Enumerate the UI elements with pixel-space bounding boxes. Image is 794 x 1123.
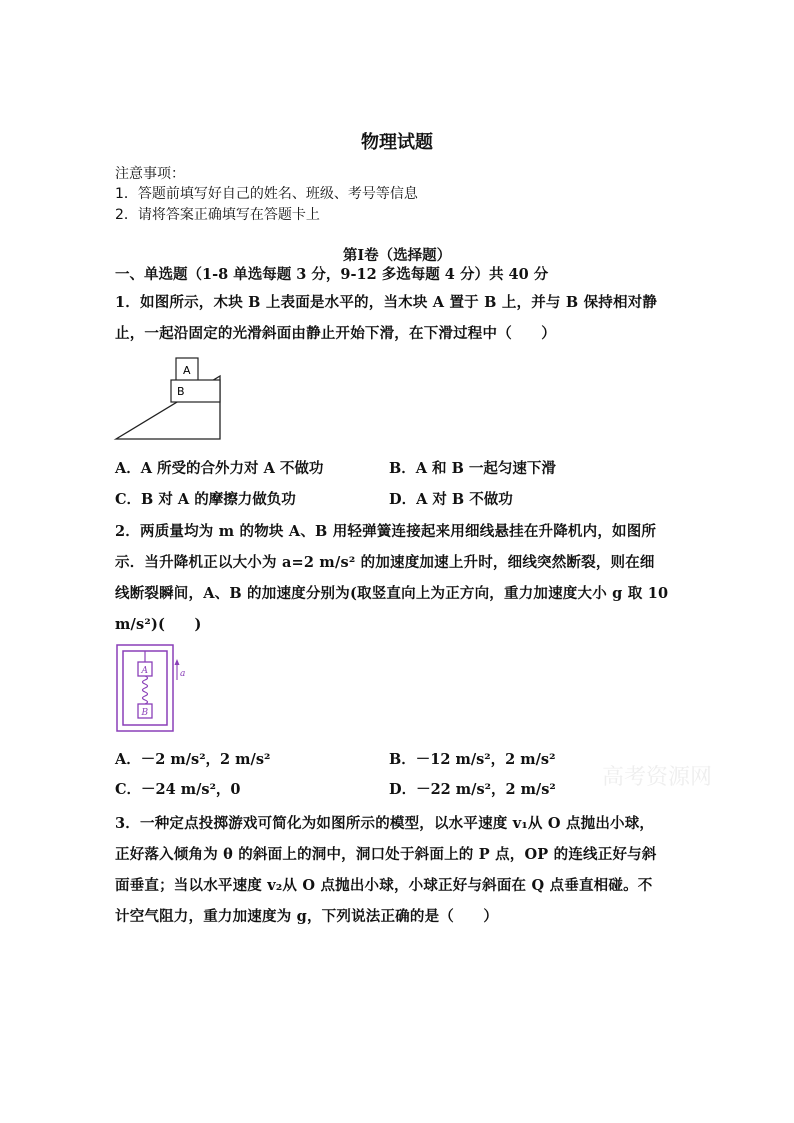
q2-option-d: D．－22 m/s²，2 m/s² [389,781,556,798]
q1-line-2: 止，一起沿固定的光滑斜面由静止开始下滑，在下滑过程中（ ） [115,325,556,342]
section-title: 第I卷（选择题） [342,247,452,264]
arrow-head-icon [175,659,180,665]
notice-heading: 注意事项： [115,166,185,182]
q3-line-2: 正好落入倾角为 θ 的斜面上的洞中，洞口处于斜面上的 P 点，OP 的连线正好与斜 [115,846,657,863]
block-a-label: A [141,666,148,676]
q2-line-3: 线断裂瞬间，A、B 的加速度分别为(取竖直向上为正方向，重力加速度大小 g 取 10 [115,585,669,602]
q1-line-1: 1．如图所示，木块 B 上表面是水平的，当木块 A 置于 B 上，并与 B 保持相对静 [115,294,658,311]
q2-line-4: m/s²)( ) [115,616,202,633]
q1-option-c: C．B 对 A 的摩擦力做负功 [115,491,296,508]
block-b-label: B [177,385,185,398]
q2-line-2: 示．当升降机正以大小为 a=2 m/s² 的加速度加速上升时，细线突然断裂，则在细 [115,554,655,571]
q2-elevator-figure [114,642,194,734]
notice-item-1: 1．答题前填写好自己的姓名、班级、考号等信息 [115,186,418,202]
q3-line-1: 3．一种定点投掷游戏可简化为如图所示的模型，以水平速度 v₁从 O 点抛出小球， [115,815,655,832]
q2-option-a: A．－2 m/s²，2 m/s² [115,751,271,768]
q1-option-a: A．A 所受的合外力对 A 不做功 [115,460,324,477]
part-heading: 一、单选题（1-8 单选每题 3 分，9-12 多选每题 4 分）共 40 分 [115,266,549,283]
notice-item-2: 2．请将答案正确填写在答题卡上 [115,207,320,223]
q1-option-d: D．A 对 B 不做功 [389,491,513,508]
q3-line-4: 计空气阻力，重力加速度为 g，下列说法正确的是（ ） [115,908,499,925]
q2-line-1: 2．两质量均为 m 的物块 A、B 用轻弹簧连接起来用细线悬挂在升降机内，如图所 [115,523,657,540]
watermark-text: 高考资源网 [602,765,713,790]
page-title: 物理试题 [361,132,433,153]
q3-line-3: 面垂直；当以水平速度 v₂从 O 点抛出小球，小球正好与斜面在 Q 点垂直相碰。不 [115,877,653,894]
q2-option-b: B．－12 m/s²，2 m/s² [389,751,556,768]
q1-option-b: B．A 和 B 一起匀速下滑 [389,460,556,477]
block-a-label: A [183,364,191,377]
q1-incline-figure [112,355,227,445]
block-b-label: B [141,708,149,718]
acceleration-label: a [180,669,186,679]
q2-option-c: C．－24 m/s²，0 [115,781,241,798]
